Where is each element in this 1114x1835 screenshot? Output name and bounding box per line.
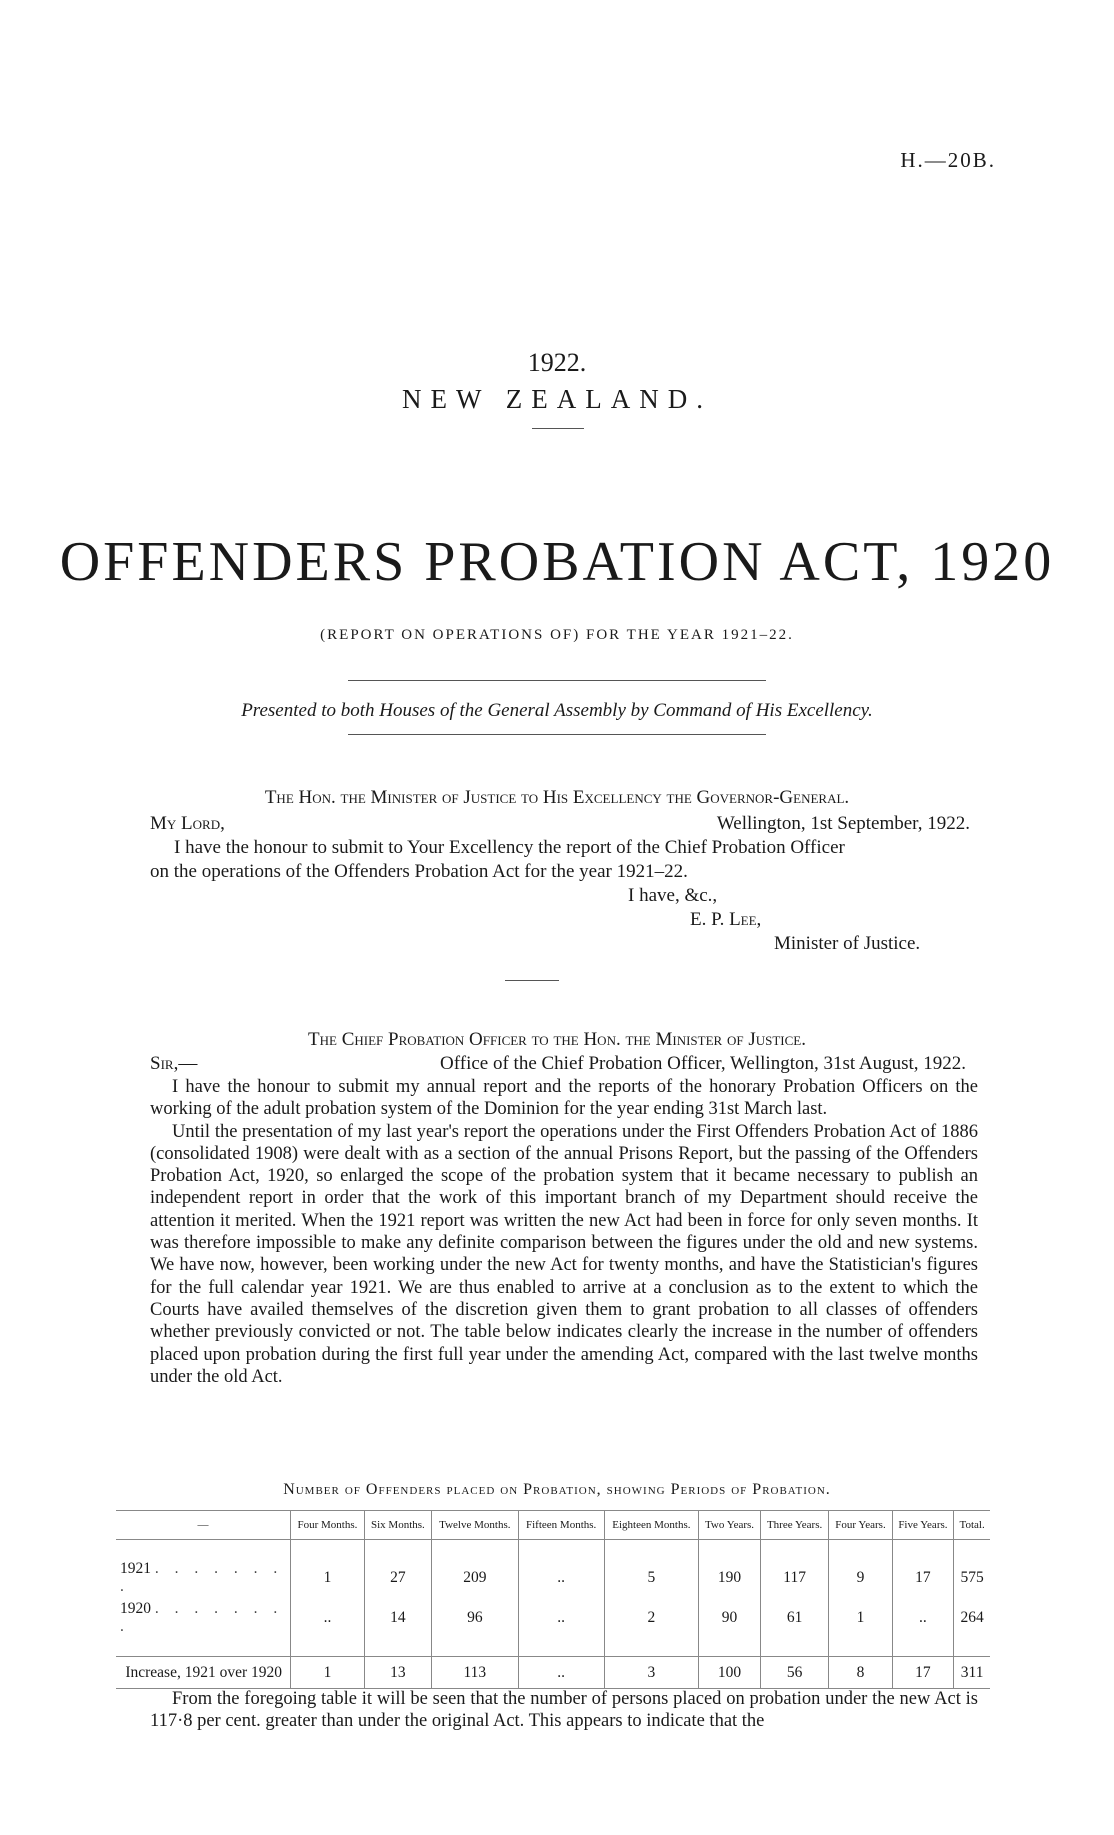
letter1-dateline: Wellington, 1st September, 1922. [716,813,970,834]
letter2-paragraph-2: Until the presentation of my last year's report the operations under the First Offenders Probation Act of 1886 (consolidated 1908) were dealt with as a section of the annual Prisons Report, but the passing of the Offenders Probation Act, 1920, so enlarged the scope of the probation system that it became necessary to publish an independent report in order that the work of this important branch of my Department should receive the attention it merited. When the 1921 report was written the new Act had been in force for only seven months. It was therefore impossible to make any definite comparison between the figures under the old and new systems. We have now, however, been working under the new Act for twenty months, and have the Statistician's figures for the full calendar year 1921. We are thus enabled to arrive at a conclusion as to the extent to which the Courts have availed themselves of the discretion given them to grant probation to all classes of offenders whether previously convicted or not. The table below indicates clearly the increase in the number of offenders placed upon probation during the first full year under the amending Act, compared with the last twelve months under the old Act. [150,1121,978,1387]
letter2-paragraph-1: I have the honour to submit my annual report and the reports of the honorary Probation Officers on the working of the adult probation system of the Dominion for the year ending 31st March last. [150,1077,978,1120]
table-cell: 100 [699,1657,761,1689]
table-corner: — [116,1511,291,1540]
table-cell: 13 [364,1657,431,1689]
row-leader: . . . . . . . . [120,1600,284,1635]
table-cell: 17 [892,1558,954,1598]
table-cell: .. [291,1598,365,1638]
letter2-heading-text: The Chief Probation Officer to the Hon. the Minister of Justice. [308,1029,806,1050]
row-label [116,1598,291,1638]
table-cell: 311 [954,1657,990,1689]
letter1-signature: E. P. Lee, [690,909,762,930]
table-increase-row [116,1657,990,1689]
table-cell: 27 [364,1558,431,1598]
letter1-heading [0,786,1114,810]
table-cell: 117 [760,1558,829,1598]
table-cell: .. [892,1598,954,1638]
table-spacer-row [116,1638,990,1657]
divider [348,680,766,681]
document-title: OFFENDERS PROBATION ACT, 1920 [59,531,1055,593]
table-cell: 90 [699,1598,761,1638]
letter2-dateline: Office of the Chief Probation Officer, Wellington, 31st August, 1922. [440,1053,966,1074]
table-title: Number of Offenders placed on Probation, showing Periods of Probation. [283,1481,831,1498]
column-header: Twelve Months. [431,1511,518,1540]
table-cell: .. [518,1598,604,1638]
table-cell: 264 [954,1598,990,1638]
row-label [116,1558,291,1598]
letter1-body-first: I have the honour to submit to Your Excellency the report of the Chief Probation Officer [174,837,845,858]
table-cell: 3 [604,1657,699,1689]
closing-paragraph-text: From the foregoing table it will be seen that the number of persons placed on probation under the new Act is 117·8 per cent. greater than under the original Act. This appears to indicate that the [150,1689,978,1732]
table-cell: .. [518,1657,604,1689]
table-cell: 575 [954,1558,990,1598]
row-leader: . . . . . . . . [120,1560,284,1595]
table-cell: 61 [760,1598,829,1638]
letter1-closing: I have, &c., [628,885,718,906]
table-cell: 5 [604,1558,699,1598]
column-header: Total. [954,1511,990,1540]
table-header-row [116,1511,990,1540]
table-cell: 9 [829,1558,892,1598]
letter1-heading-text: The Hon. the Minister of Justice to His Excellency the Governor-General. [264,787,850,808]
divider [505,980,559,981]
divider [348,734,766,735]
column-header: Fifteen Months. [518,1511,604,1540]
column-header: Eighteen Months. [604,1511,699,1540]
document-reference: H.—20B. [900,148,996,172]
country-heading: NEW ZEALAND. [402,384,712,414]
column-header: Five Years. [892,1511,954,1540]
probation-table [116,1510,990,1689]
row-year: 1921 [120,1560,151,1577]
divider [532,428,584,429]
table-cell: 56 [760,1657,829,1689]
year-heading: 1922. [527,348,587,377]
table-cell: 1 [291,1657,365,1689]
table-cell: 1 [291,1558,365,1598]
table-cell: 14 [364,1598,431,1638]
table-cell: 1 [829,1598,892,1638]
table-row [116,1598,990,1638]
table-cell: 209 [431,1558,518,1598]
letter2-salutation: Sir,— [150,1053,198,1074]
table-cell: 17 [892,1657,954,1689]
table-cell: 96 [431,1598,518,1638]
column-header: Six Months. [364,1511,431,1540]
letter1-salutation: My Lord, [150,813,225,834]
column-header: Four Years. [829,1511,892,1540]
letter2-body [150,1076,978,1388]
table-row [116,1558,990,1598]
document-subtitle: (REPORT ON OPERATIONS OF) FOR THE YEAR 1921–22. [320,627,794,643]
letter1-body-second: on the operations of the Offenders Probation Act for the year 1921–22. [150,861,688,882]
increase-label: Increase, 1921 over 1920 [116,1657,291,1689]
table-cell: 190 [699,1558,761,1598]
table-spacer-row [116,1540,990,1559]
letter1-signatory-title: Minister of Justice. [774,933,921,954]
column-header: Three Years. [760,1511,829,1540]
letter2-heading [0,1028,1114,1052]
table-cell: .. [518,1558,604,1598]
closing-paragraph [150,1688,978,1733]
column-header: Four Months. [291,1511,365,1540]
presented-line: Presented to both Houses of the General Assembly by Command of His Excellency. [241,700,873,721]
table-cell: 2 [604,1598,699,1638]
table-cell: 113 [431,1657,518,1689]
row-year: 1920 [120,1600,151,1617]
column-header: Two Years. [699,1511,761,1540]
table-cell: 8 [829,1657,892,1689]
